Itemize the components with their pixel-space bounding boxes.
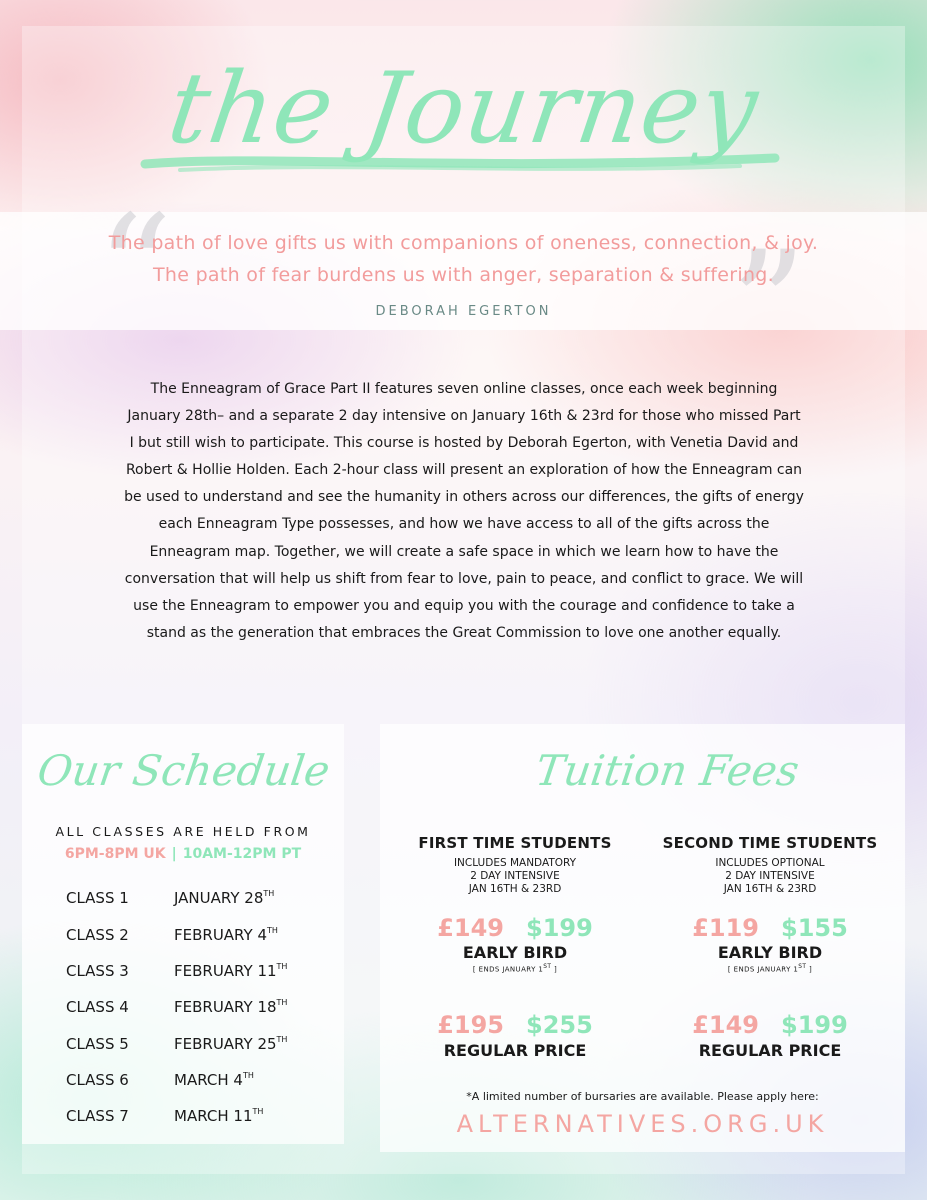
- class-row: [66, 889, 346, 913]
- class-date: JANUARY 28TH: [174, 889, 275, 907]
- schedule-note: ALL CLASSES ARE HELD FROM: [55, 824, 311, 839]
- course-description: The Enneagram of Grace Part II features seven online classes, once each week beginning January 28th– and a separate 2 day intensive on January 16th & 23rd for those who missed Part I but still wish to participate. This course is hosted by Deborah Egerton, with Venetia David and Robert & Hollie Holden. Each 2-hour class will present an exploration of how the Enneagram can be used to understand and see the humanity in others across our differences, the gifts of energy each Enneagram Type possesses, and how we have access to all of the gifts across the Enneagram map. Together, we will create a safe space in which we learn how to have the conversation that will help us shift from fear to love, pain to peace, and conflict to grace. We will use the Enneagram to empower you and equip you with the courage and confidence to take a stand as the generation that embraces the Great Commission to love one another equally.: [124, 381, 804, 641]
- website-link[interactable]: ALTERNATIVES.ORG.UK: [456, 1110, 829, 1138]
- price-usd: $255: [526, 1011, 593, 1039]
- class-name: CLASS 7: [66, 1107, 129, 1125]
- class-name: CLASS 2: [66, 926, 129, 944]
- price-gbp: £149: [692, 1011, 759, 1039]
- fee-subtext: 2 DAY INTENSIVE: [725, 870, 815, 882]
- class-row: [66, 998, 346, 1022]
- quote-line-2: The path of fear burdens us with anger, separation & suffering.: [153, 264, 774, 286]
- class-name: CLASS 4: [66, 998, 129, 1016]
- time-pt: 10AM-12PM PT: [182, 846, 302, 862]
- open-quote-icon: “: [96, 184, 173, 358]
- class-row: [66, 1071, 346, 1095]
- class-date: FEBRUARY 4TH: [174, 926, 278, 944]
- regular-prices: [400, 1011, 630, 1039]
- class-row: [66, 1107, 346, 1131]
- price-gbp: £195: [437, 1011, 504, 1039]
- early-bird-label: EARLY BIRD: [717, 943, 823, 962]
- fee-subtext: JAN 16TH & 23RD: [468, 883, 562, 895]
- class-name: CLASS 5: [66, 1035, 129, 1053]
- class-row: [66, 1035, 346, 1059]
- fee-subtext: JAN 16TH & 23RD: [723, 883, 817, 895]
- class-row: [66, 962, 346, 986]
- class-name: CLASS 3: [66, 962, 129, 980]
- class-date: FEBRUARY 18TH: [174, 998, 288, 1016]
- early-bird-deadline: [ ENDS JANUARY 1ST ]: [472, 964, 558, 974]
- class-date: FEBRUARY 25TH: [174, 1035, 288, 1053]
- class-date: FEBRUARY 11TH: [174, 962, 288, 980]
- regular-price-label: REGULAR PRICE: [443, 1041, 587, 1060]
- fee-subtext: INCLUDES MANDATORY: [453, 857, 577, 869]
- class-date: MARCH 11TH: [174, 1107, 264, 1125]
- fee-subtext: 2 DAY INTENSIVE: [470, 870, 560, 882]
- class-name: CLASS 1: [66, 889, 129, 907]
- price-usd: $199: [526, 914, 593, 942]
- price-gbp: £119: [692, 914, 759, 942]
- fee-heading: SECOND TIME STUDENTS: [662, 834, 878, 852]
- fee-heading: FIRST TIME STUDENTS: [418, 834, 612, 852]
- fee-subtext: INCLUDES OPTIONAL: [715, 857, 825, 869]
- bursary-note: *A limited number of bursaries are available. Please apply here:: [466, 1090, 819, 1103]
- early-bird-label: EARLY BIRD: [462, 943, 568, 962]
- class-row: [66, 926, 346, 950]
- time-uk: 6PM-8PM UK: [64, 846, 166, 862]
- quote-line-1: The path of love gifts us with companions of oneness, connection, & joy.: [108, 232, 819, 254]
- price-usd: $155: [781, 914, 848, 942]
- schedule-title: Our Schedule: [34, 746, 333, 795]
- time-separator: |: [171, 846, 177, 862]
- fees-title: Tuition Fees: [532, 746, 803, 795]
- class-date: MARCH 4TH: [174, 1071, 254, 1089]
- close-quote-icon: ”: [730, 220, 807, 394]
- regular-price-label: REGULAR PRICE: [698, 1041, 842, 1060]
- price-gbp: £149: [437, 914, 504, 942]
- brush-stroke-decoration: [140, 150, 780, 176]
- class-name: CLASS 6: [66, 1071, 129, 1089]
- page-title: the Journey: [161, 52, 766, 166]
- early-bird-prices: [655, 914, 885, 942]
- early-bird-deadline: [ ENDS JANUARY 1ST ]: [727, 964, 813, 974]
- quote-author: DEBORAH EGERTON: [375, 304, 552, 319]
- regular-prices: [655, 1011, 885, 1039]
- price-usd: $199: [781, 1011, 848, 1039]
- schedule-times: [22, 846, 344, 862]
- early-bird-prices: [400, 914, 630, 942]
